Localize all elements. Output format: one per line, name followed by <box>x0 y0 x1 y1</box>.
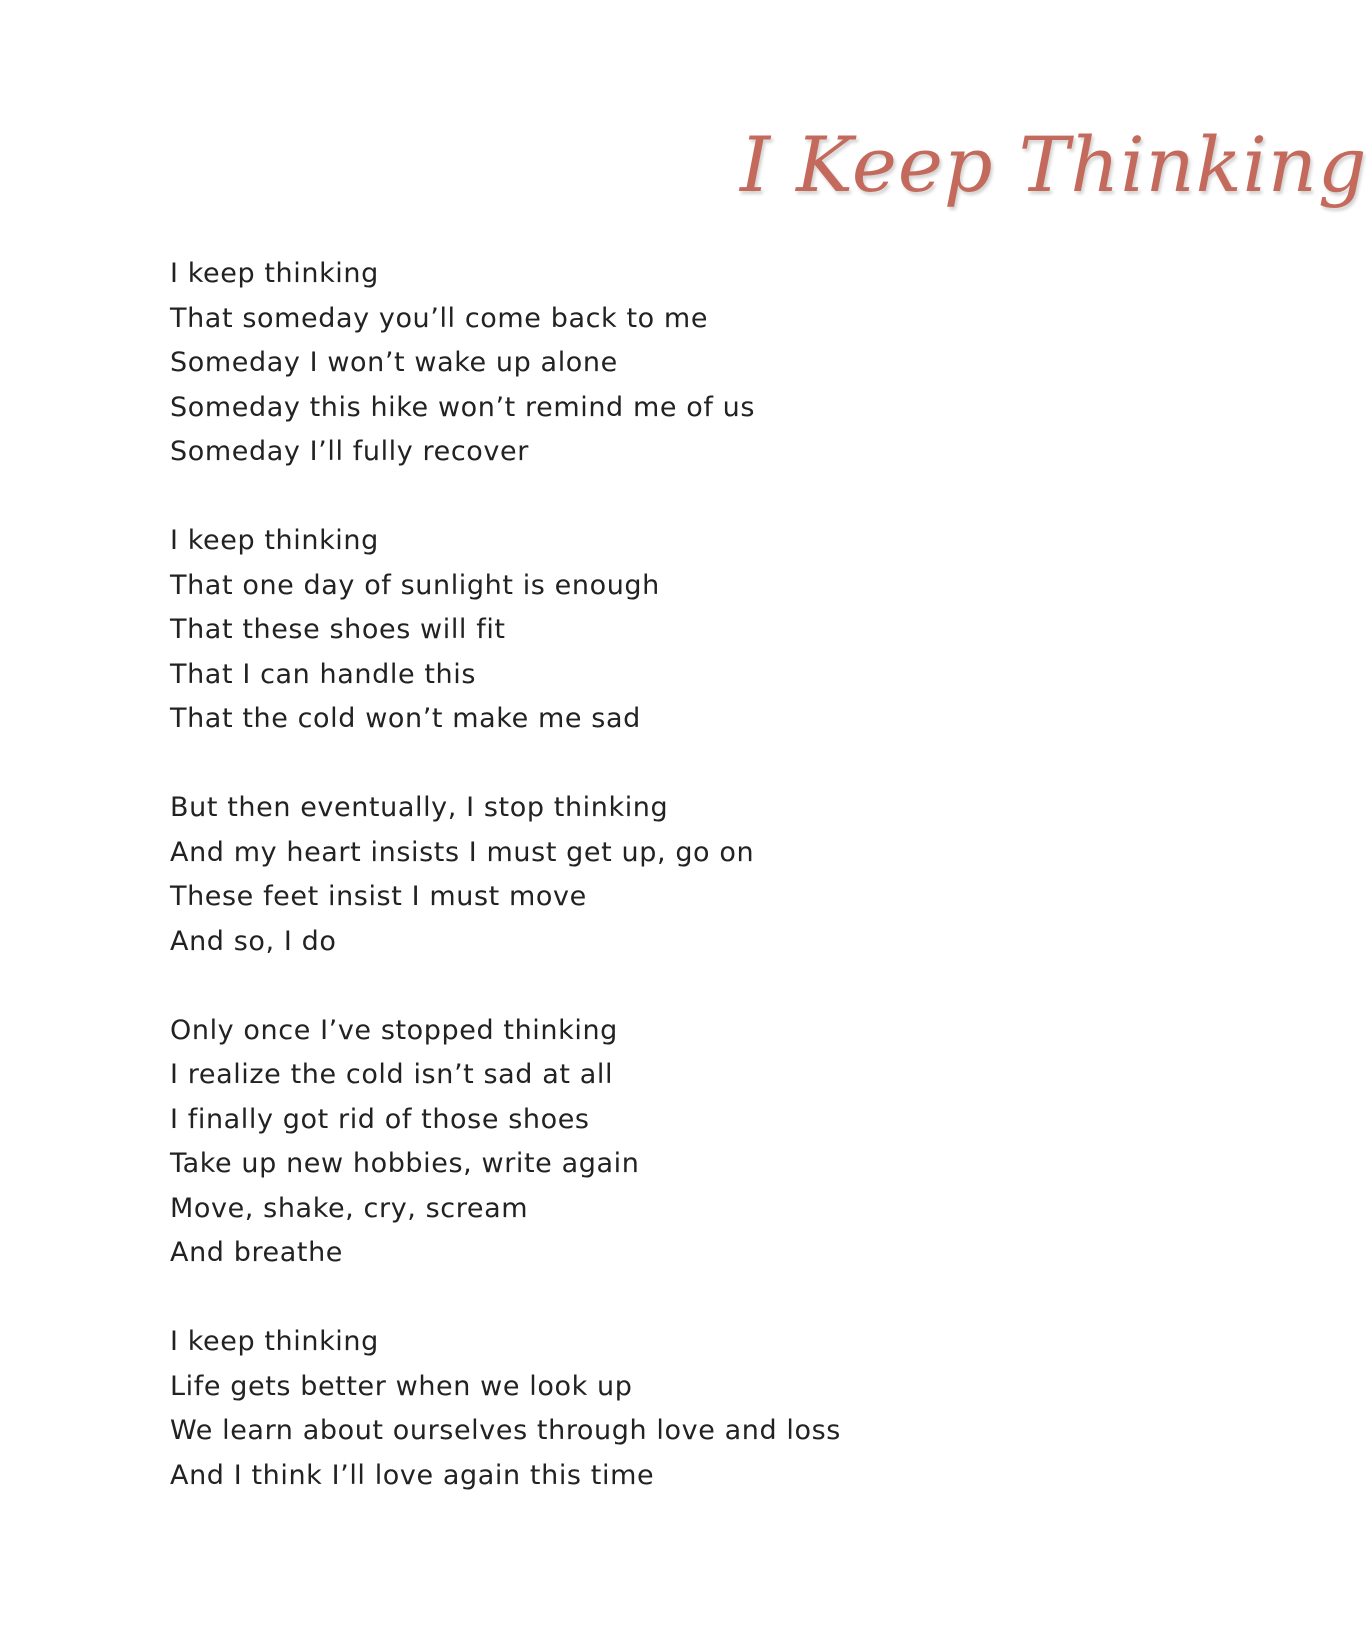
stanza-3 <box>170 786 1070 964</box>
poem-title: I Keep Thinking <box>740 120 1368 209</box>
poem-line: That I can handle this <box>170 658 477 690</box>
poem-line: That one day of sunlight is enough <box>170 569 660 601</box>
poem-line: I finally got rid of those shoes <box>170 1103 590 1135</box>
poem-body <box>170 252 1070 1543</box>
poem-line: And so, I do <box>170 925 337 957</box>
poem-line: We learn about ourselves through love and loss <box>170 1415 841 1446</box>
poem-line: Life gets better when we look up <box>170 1370 633 1402</box>
stanza-5 <box>170 1320 1070 1498</box>
stanza-4 <box>170 1009 1070 1276</box>
poem-line: Take up new hobbies, write again <box>170 1148 640 1179</box>
poem-line: Someday I won’t wake up alone <box>170 347 618 378</box>
poem-line: I realize the cold isn’t sad at all <box>170 1059 614 1090</box>
stanza-2 <box>170 519 1070 742</box>
poem-line: That someday you’ll come back to me <box>170 302 709 334</box>
stanza-1 <box>170 252 1070 475</box>
poem-line: I keep thinking <box>170 258 379 289</box>
poem-line: Only once I’ve stopped thinking <box>170 1014 618 1046</box>
poem-line: And my heart insists I must get up, go on <box>170 836 755 868</box>
poem-line: Someday I’ll fully recover <box>170 436 529 467</box>
poem-line: These feet insist I must move <box>170 881 587 912</box>
poem-line: That these shoes will fit <box>170 614 506 645</box>
poem-line: And I think I’ll love again this time <box>170 1459 655 1491</box>
poem-line: Move, shake, cry, scream <box>170 1192 529 1224</box>
poem-line: That the cold won’t make me sad <box>170 703 641 734</box>
poem-line: Someday this hike won’t remind me of us <box>170 391 756 423</box>
poem-line: But then eventually, I stop thinking <box>170 792 669 823</box>
poem-line: And breathe <box>170 1237 344 1268</box>
poem-line: I keep thinking <box>170 525 379 556</box>
poem-line: I keep thinking <box>170 1326 379 1357</box>
